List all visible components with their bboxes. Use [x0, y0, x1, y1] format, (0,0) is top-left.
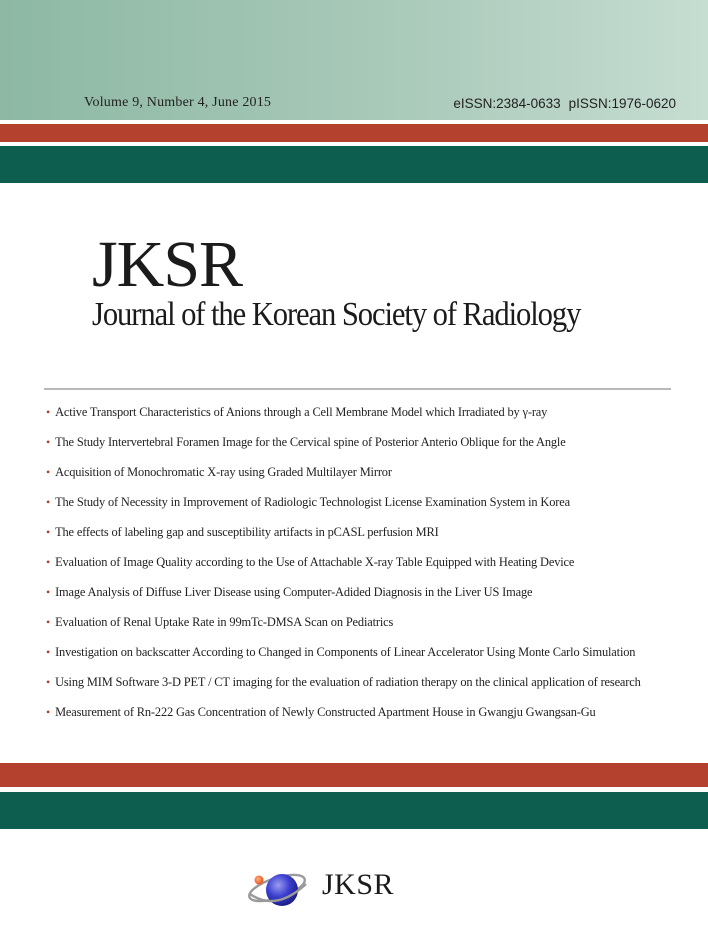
- bullet-icon: •: [46, 645, 51, 659]
- article-title: Investigation on backscatter According to Changed in Components of Linear Accelerator Using Monte Carlo Simulation: [55, 645, 636, 659]
- divider-line: [44, 388, 671, 390]
- pissn: pISSN:1976-0620: [568, 96, 676, 111]
- article-title: Measurement of Rn-222 Gas Concentration of Newly Constructed Apartment House in Gwangju Gwangsan-Gu: [55, 705, 596, 719]
- bullet-icon: •: [46, 585, 51, 599]
- article-title: Using MIM Software 3-D PET / CT imaging for the evaluation of radiation therapy on the clinical application of research: [55, 675, 641, 689]
- article-title: Image Analysis of Diffuse Liver Disease using Computer-Adided Diagnosis in the Liver US Image: [55, 585, 533, 599]
- article-item: [46, 645, 641, 675]
- top-green-stripe: [0, 146, 708, 183]
- bullet-icon: •: [46, 495, 51, 509]
- article-title: Active Transport Characteristics of Anions through a Cell Membrane Model which Irradiated by γ-ray: [55, 405, 548, 419]
- article-title: The Study Intervertebral Foramen Image for the Cervical spine of Posterior Anterio Oblique for the Angle: [55, 435, 566, 449]
- article-item: [46, 675, 641, 705]
- eissn: eISSN:2384-0633: [453, 96, 561, 111]
- bullet-icon: •: [46, 675, 51, 689]
- bullet-icon: •: [46, 435, 51, 449]
- article-list: [46, 405, 641, 735]
- logo-text: JKSR: [322, 868, 395, 901]
- article-item: [46, 405, 641, 435]
- issn-info: [445, 96, 676, 111]
- article-item: [46, 705, 641, 735]
- bottom-green-stripe: [0, 792, 708, 829]
- jksr-logo-icon: [246, 860, 312, 912]
- article-title: Evaluation of Renal Uptake Rate in 99mTc-DMSA Scan on Pediatrics: [55, 615, 394, 629]
- article-item: [46, 465, 641, 495]
- bullet-icon: •: [46, 465, 51, 479]
- top-red-stripe: [0, 124, 708, 142]
- article-item: [46, 495, 641, 525]
- article-title: Evaluation of Image Quality according to the Use of Attachable X-ray Table Equipped with Heating Device: [55, 555, 575, 569]
- article-title: The Study of Necessity in Improvement of Radiologic Technologist License Examination System in Korea: [55, 495, 570, 509]
- article-item: [46, 525, 641, 555]
- bullet-icon: •: [46, 405, 51, 419]
- article-item: [46, 585, 641, 615]
- journal-acronym: JKSR: [92, 228, 243, 301]
- volume-info: Volume 9, Number 4, June 2015: [84, 95, 272, 110]
- article-item: [46, 435, 641, 465]
- bullet-icon: •: [46, 525, 51, 539]
- article-title: The effects of labeling gap and susceptibility artifacts in pCASL perfusion MRI: [55, 525, 439, 539]
- article-title: Acquisition of Monochromatic X-ray using Graded Multilayer Mirror: [55, 465, 392, 479]
- article-item: [46, 555, 641, 585]
- bottom-red-stripe: [0, 763, 708, 787]
- article-item: [46, 615, 641, 645]
- bullet-icon: •: [46, 705, 51, 719]
- bullet-icon: •: [46, 615, 51, 629]
- journal-name: Journal of the Korean Society of Radiology: [92, 296, 581, 333]
- bullet-icon: •: [46, 555, 51, 569]
